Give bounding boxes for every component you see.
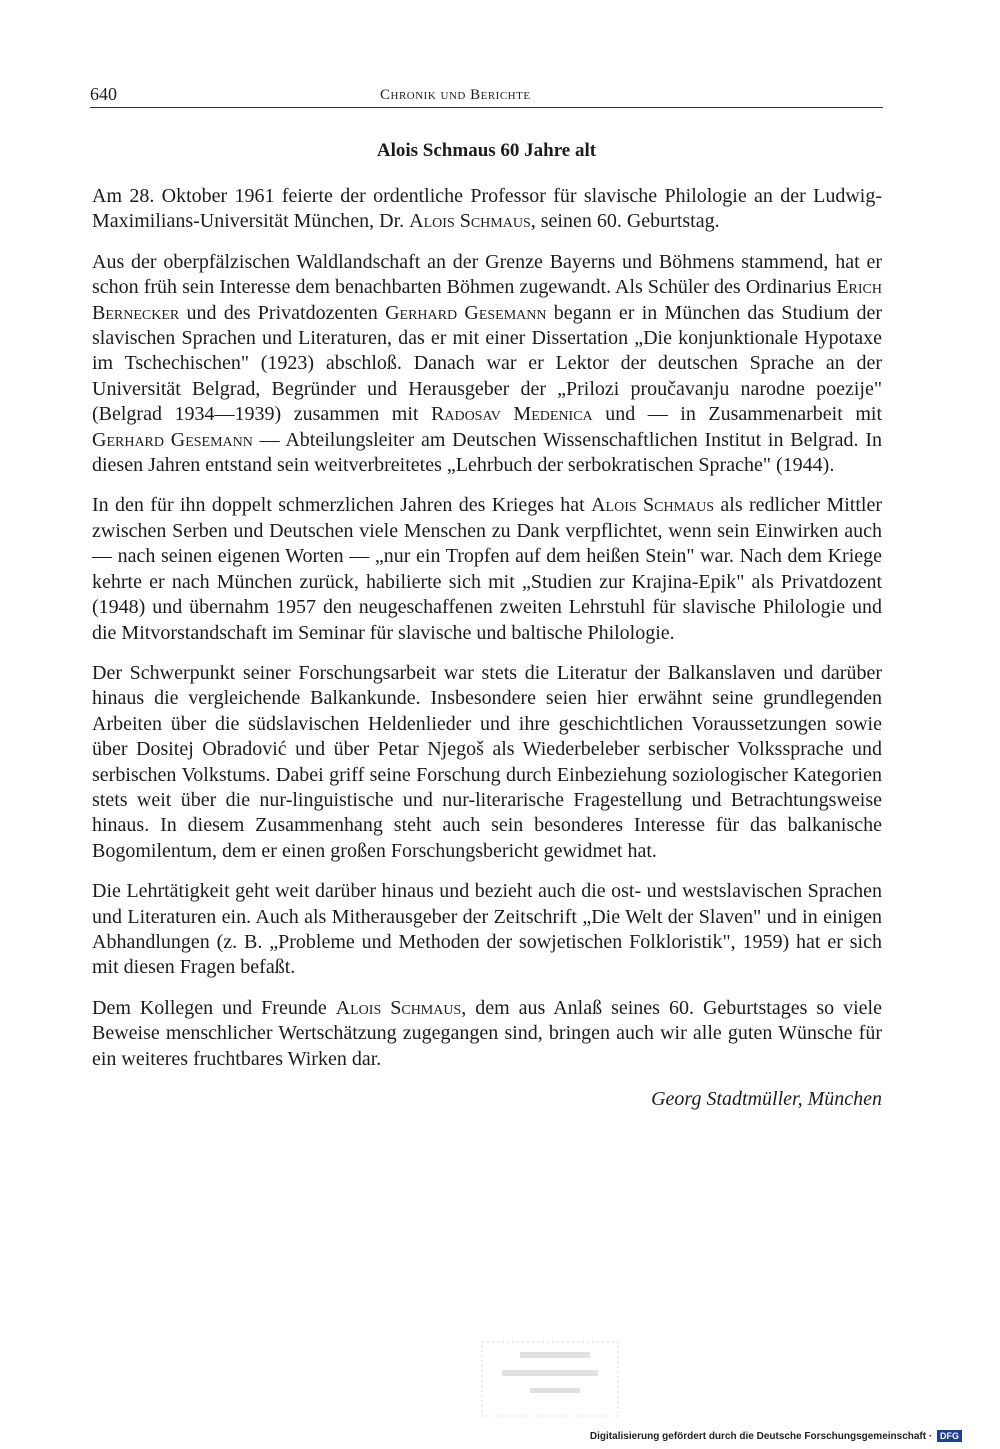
text-run: als redlicher Mittler zwischen Serben und Deutschen viele Menschen zu Dank verpflichtet, wenn sein Einwirken auch — nach seinen eigenen Worten — „nur ein Tropfen auf dem heißen Stein" war. Nach dem Kriege kehrte er nach München zurück, habilierte sich mit „Studien zur Krajina-Epik" als Privatdozent (1948) und übernahm 1957 den neugeschaffenen zweiten Lehrstuhl für slavische Philologie und die Mitvorstandschaft im Seminar für slavische und baltische Philologie. — [92, 494, 883, 644]
text-run: — Abteilungsleiter am Deutschen Wissenschaftlichen Institut in Belgrad. In diesen Jahren entstand sein weitverbreitetes „Lehrbuch der serbokratischen Sprache" (1944). — [92, 428, 882, 477]
digitization-text: Digitalisierung gefördert durch die Deutsche Forschungsgemeinschaft — [589, 1431, 927, 1442]
text-run: In den für ihn doppelt schmerzlichen Jahren des Krieges hat — [92, 494, 592, 517]
person-name: Alois Schmaus — [335, 996, 462, 1019]
article-body — [92, 184, 882, 1127]
paragraph — [92, 184, 882, 235]
text-run: Am 28. Oktober 1961 feierte der ordentliche Professor für slavische Philologie an der Ludwig-Maximilians-Universität München, Dr. — [92, 185, 882, 233]
person-name: Radosav Medenica — [431, 403, 593, 426]
person-name: Gerhard Gesemann — [92, 428, 253, 451]
library-stamp — [480, 1340, 620, 1418]
text-run: Die Lehrtätigkeit geht weit darüber hinaus und bezieht auch die ost- und westslavischen Sprachen und Literaturen ein. Auch als Mitherausgeber der Zeitschrift „Die Welt der Slaven" und in einigen Abhandlungen (z. B. „Probleme und Methoden der sowjetischen Folkloristik", 1959) hat er sich mit diesen Fragen befaßt. — [92, 880, 882, 979]
paragraph — [92, 493, 882, 645]
digitization-note: Digitalisierung gefördert durch die Deutsche Forschungsgemeinschaft · DFG — [590, 1430, 962, 1442]
text-run: Dem Kollegen und Freunde — [92, 996, 336, 1019]
dfg-logo: DFG — [937, 1430, 962, 1442]
person-name: Alois Schmaus — [409, 210, 531, 233]
text-run: , dem aus Anlaß seines 60. Geburtstages so viele Beweise menschlicher Wertschätzung zugegangen sind, bringen auch wir alle guten Wünsche für ein weiteres fruchtbares Wirken dar. — [92, 996, 882, 1070]
paragraph — [92, 879, 882, 981]
text-run: und — in Zusammenarbeit mit — [592, 403, 883, 426]
paragraph — [92, 661, 882, 864]
page-number: 640 — [90, 84, 117, 104]
text-run: Der Schwerpunkt seiner Forschungsarbeit war stets die Literatur der Balkanslaven und darüber hinaus die vergleichende Balkankunde. Insbesondere seien hier erwähnt seine grundlegenden Arbeiten über die südslavischen Heldenlieder und ihre geschichtlichen Voraussetzungen sowie über Dositej Obradović und über Petar Njegoš als Wiederbeleber serbischer Volkssprache und serbischen Volkstums. Dabei griff seine Forschung durch Einbeziehung soziologischer Kategorien stets weit über die nur-linguistische und nur-literarische Fragestellung und Betrachtungsweise hinaus. In diesem Zusammenhang steht auch sein besonderes Interesse für das balkanische Bogomilentum, dem er einen großen Forschungsbericht gewidmet hat. — [92, 661, 882, 862]
text-run: und des Privatdozenten — [179, 301, 386, 324]
paragraph — [92, 250, 882, 479]
text-run: begann er in München das Studium der slavischen Sprachen und Literaturen, das er mit einer Dissertation „Die konjunktionale Hypotaxe im Tschechischen" (1923) abschloß. Danach war er Lektor der deutschen Sprache an der Universität Belgrad, Begründer und Herausgeber der „Prilozi proučavanju narodne poezije" (Belgrad 1934—1939) zusammen mit — [92, 301, 882, 426]
article-title: Alois Schmaus 60 Jahre alt — [376, 140, 597, 161]
paragraph-list — [92, 184, 882, 1072]
signature: Georg Stadtmüller, München — [651, 1088, 882, 1110]
page-header — [90, 84, 883, 108]
header-rule — [90, 107, 883, 108]
person-name: Gerhard Gesemann — [385, 301, 547, 324]
text-run: Aus der oberpfälzischen Waldlandschaft an der Grenze Bayerns und Böhmens stammend, hat er schon früh sein Interesse dem benachbarten Böhmen zugewandt. Als Schüler des Ordinarius — [92, 250, 882, 299]
paragraph — [92, 996, 882, 1072]
person-name: Erich Bernecker — [92, 276, 882, 324]
person-name: Alois Schmaus — [591, 494, 715, 517]
running-head: Chronik und Berichte — [380, 87, 531, 103]
text-run: , seinen 60. Geburtstag. — [530, 210, 720, 233]
